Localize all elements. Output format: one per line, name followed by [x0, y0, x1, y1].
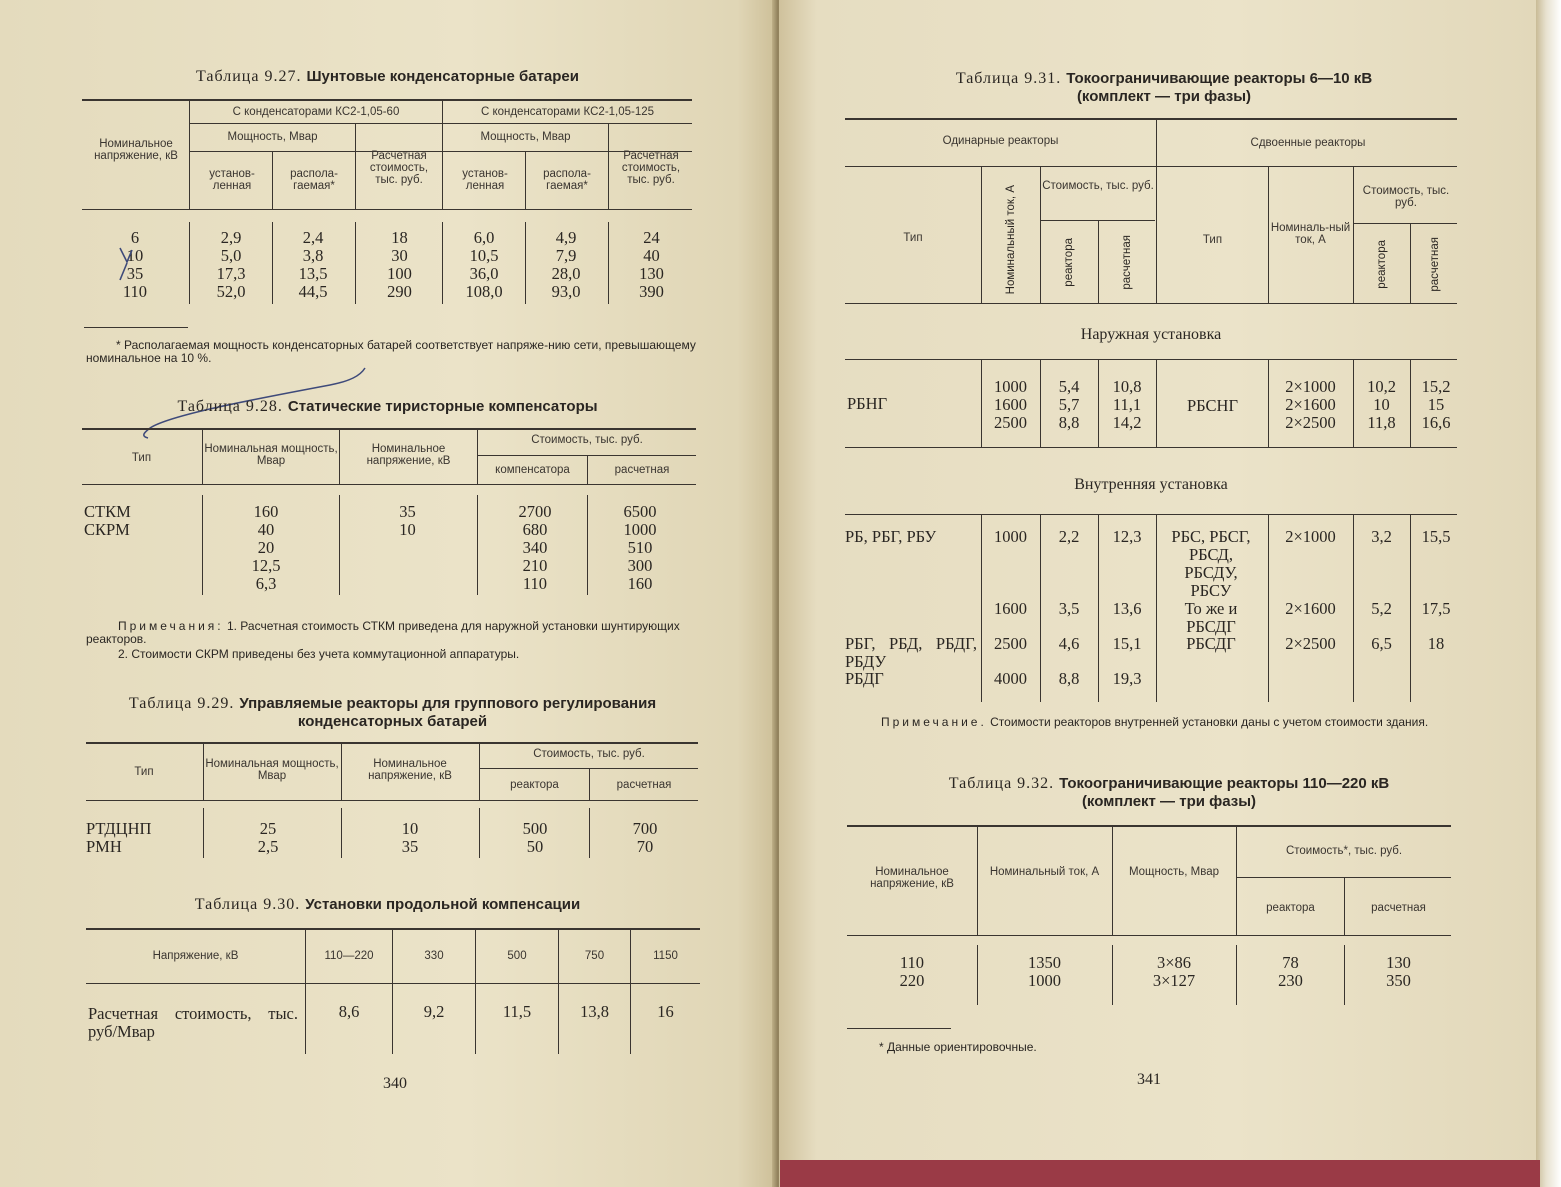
caption-prefix: Таблица 9.32.: [948, 775, 1055, 792]
indoor-r2-reactor-2: 5,2: [1371, 599, 1392, 618]
header-power-1: Мощность, Мвар: [227, 131, 318, 143]
header-type: Тип: [131, 452, 152, 464]
indoor-r4-calc-1: 19,3: [1112, 669, 1142, 688]
indoor-r2-current-1: 1600: [994, 599, 1027, 618]
col-cost-2: 24 40 130 390: [639, 228, 664, 301]
outdoor-current-1: 1000 1600 2500: [994, 377, 1027, 432]
value-1: 8,6: [338, 1002, 360, 1021]
voltage-1: 110—220: [324, 950, 374, 962]
header-current-2: Номиналь-ный ток, А: [1270, 222, 1351, 246]
header-voltage: Напряжение, кВ: [152, 950, 239, 962]
footnote-9-32: * Данные ориентировочные.: [879, 1040, 1037, 1054]
section-indoor: Внутренняя установка: [1074, 476, 1228, 493]
indoor-r3-type-1: РБГ, РБД, РБДГ, РБДУ: [845, 634, 977, 671]
header-power: Номинальная мощность, Мвар: [205, 758, 339, 782]
page-number: 340: [383, 1075, 407, 1092]
note-2: 2. Стоимости СКРМ приведены без учета коммутационной аппаратуры.: [118, 647, 520, 661]
col-voltage: 35 10: [399, 502, 416, 539]
indoor-r1-calc-1: 12,3: [1112, 527, 1142, 546]
indoor-r1-current-1: 1000: [994, 527, 1027, 546]
caption-title: Управляемые реакторы для группового регулирования конденсаторных батарей: [239, 695, 657, 730]
header-voltage: Номинальное напряжение, кВ: [368, 758, 452, 782]
caption-sub: (комплект — три фазы): [1081, 793, 1257, 810]
note-label: Примечание.: [881, 715, 987, 729]
header-type-2: Тип: [1202, 234, 1223, 246]
notes-9-28: [86, 620, 696, 646]
header-power: Мощность, Мвар: [1128, 866, 1220, 878]
col-available-2: 4,9 7,9 28,0 93,0: [551, 228, 581, 301]
header-reactor: реактора: [510, 779, 559, 791]
table-9-30-caption: [80, 896, 695, 914]
left-page: [0, 0, 776, 1187]
col-voltage: 110 220: [899, 953, 925, 990]
indoor-r1-current-2: 2×1000: [1285, 527, 1336, 546]
header-cost-2: Расчетная стоимость, тыс. руб.: [621, 150, 681, 186]
col-type: РТДЦНП РМН: [86, 819, 152, 856]
col-type: СТКМ СКРМ: [84, 502, 131, 539]
header-current-1: Номинальный ток, А: [1005, 185, 1017, 295]
outdoor-reactor-1: 5,4 5,7 8,8: [1058, 377, 1080, 432]
col-power: 160 40 20 12,5 6,3: [251, 502, 281, 593]
header-group-60: С конденсаторами КС2-1,05-60: [232, 106, 400, 118]
header-type: Тип: [134, 766, 154, 778]
header-cost-1: Стоимость, тыс. руб.: [1042, 180, 1154, 192]
header-group-125: С конденсаторами КС2-1,05-125: [480, 106, 655, 118]
header-reactor-2: реактора: [1376, 239, 1388, 289]
indoor-r4-type-1: РБДГ: [845, 669, 884, 688]
header-installed-1: установ-ленная: [209, 168, 255, 192]
col-calculated: 700 70: [632, 819, 658, 856]
value-3: 11,5: [502, 1002, 532, 1021]
caption-prefix: Таблица 9.30.: [194, 896, 301, 913]
header-type-1: Тип: [903, 232, 923, 244]
col-reactor: 500 50: [522, 819, 548, 856]
indoor-r3-reactor-1: 4,6: [1058, 634, 1080, 653]
header-voltage: Номинальное напряжение, кВ: [366, 443, 451, 467]
indoor-r2-calc-1: 13,6: [1112, 599, 1142, 618]
col-power: 25 2,5: [257, 819, 279, 856]
indoor-r2-calc-2: 17,5: [1421, 599, 1451, 618]
outdoor-calc-2: 15,2 15 16,6: [1421, 377, 1451, 432]
header-cost-1: Расчетная стоимость, тыс. руб.: [369, 150, 429, 186]
header-calc-1: расчетная: [1121, 235, 1133, 290]
caption-title: Шунтовые конденсаторные батареи: [306, 68, 579, 85]
indoor-r4-reactor-1: 8,8: [1058, 669, 1080, 688]
col-installed-1: 2,9 5,0 17,3 52,0: [216, 228, 246, 301]
indoor-r1-reactor-1: 2,2: [1058, 527, 1080, 546]
footnote-9-27: * Располагаемая мощность конденсаторных батарей соответствует напряже-нию сети, превышающему номинальное на 10 %.: [86, 338, 696, 365]
caption-prefix: Таблица 9.28.: [177, 398, 283, 415]
voltage-5: 1150: [653, 950, 678, 962]
indoor-r3-calc-1: 15,1: [1112, 634, 1142, 653]
page-number: 341: [1137, 1071, 1161, 1088]
row-label: Расчетная стоимость, тыс. руб/Мвар: [88, 1004, 298, 1041]
col-available-1: 2,4 3,8 13,5 44,5: [298, 228, 328, 301]
table-9-32-caption: [869, 775, 1469, 811]
header-current: Номинальный ток, А: [989, 866, 1100, 878]
header-double: Сдвоенные реакторы: [1250, 137, 1366, 149]
value-5: 16: [657, 1002, 674, 1021]
caption-prefix: Таблица 9.27.: [196, 68, 302, 85]
col-compensator: 2700 680 340 210 110: [518, 502, 552, 593]
value-2: 9,2: [423, 1002, 445, 1021]
col-reactor: 78 230: [1278, 953, 1303, 990]
indoor-r4-current-1: 4000: [994, 669, 1027, 688]
header-reactor-1: реактора: [1063, 238, 1075, 287]
table-9-29-caption: [80, 695, 705, 731]
outdoor-reactor-2: 10,2 10 11,8: [1367, 377, 1396, 432]
col-calculated: 6500 1000 510 300 160: [623, 502, 657, 593]
col-voltage: 6 10 35 110: [122, 228, 148, 301]
header-cost-2: Стоимость, тыс. руб.: [1362, 185, 1450, 209]
voltage-3: 500: [507, 950, 527, 962]
indoor-r1-calc-2: 15,5: [1421, 527, 1451, 546]
outdoor-current-2: 2×1000 2×1600 2×2500: [1285, 377, 1336, 432]
indoor-r2-type-2: То же и РБСДГ: [1184, 599, 1238, 636]
indoor-r3-current-1: 2500: [994, 634, 1027, 653]
note-9-31: [845, 716, 1457, 729]
red-cover-strip: [780, 1160, 1540, 1187]
value-4: 13,8: [580, 1002, 609, 1021]
header-cost: Стоимость, тыс. руб.: [533, 748, 645, 760]
header-single: Одинарные реакторы: [942, 135, 1059, 147]
header-cost: Стоимость, тыс. руб.: [531, 434, 643, 446]
indoor-r3-current-2: 2×2500: [1285, 634, 1336, 653]
header-power-2: Мощность, Мвар: [480, 131, 571, 143]
header-calc-2: расчетная: [1428, 236, 1441, 292]
header-installed-2: установ-ленная: [462, 168, 508, 192]
header-reactor: реактора: [1266, 902, 1315, 914]
outdoor-type-2: РБСНГ: [1187, 396, 1238, 415]
indoor-r1-reactor-2: 3,2: [1371, 527, 1392, 546]
indoor-r2-current-2: 2×1600: [1285, 599, 1336, 618]
table-9-28-caption: [80, 398, 695, 416]
header-calculated: расчетная: [1371, 902, 1426, 914]
col-current: 1350 1000: [1028, 953, 1061, 990]
voltage-2: 330: [424, 950, 444, 962]
indoor-r3-type-2: РБСДГ: [1186, 634, 1236, 653]
header-calculated: расчетная: [616, 779, 672, 791]
pen-marks: [0, 0, 776, 450]
header-nom-voltage: Номинальное напряжение, кВ: [94, 138, 178, 162]
header-voltage: Номинальное напряжение, кВ: [870, 866, 954, 890]
col-cost-1: 18 30 100 290: [387, 228, 412, 301]
caption-title: Статические тиристорные компенсаторы: [287, 398, 598, 415]
table-9-31-caption: [839, 70, 1489, 106]
caption-title: Токоограничивающие реакторы 110—220 кВ: [1059, 775, 1390, 792]
header-available-2: распола-гаемая*: [543, 168, 591, 192]
col-calculated: 130 350: [1386, 953, 1411, 990]
indoor-r3-calc-2: 18: [1427, 634, 1445, 653]
caption-prefix: Таблица 9.29.: [128, 695, 235, 712]
header-available-1: распола-гаемая*: [290, 168, 338, 192]
col-power: 3×86 3×127: [1152, 953, 1196, 990]
indoor-r1-type-2: РБС, РБСГ, РБСД, РБСДУ, РБСУ: [1171, 527, 1251, 600]
header-power: Номинальная мощность, Мвар: [204, 443, 338, 467]
caption-title: Токоограничивающие реакторы 6—10 кВ: [1066, 70, 1373, 87]
header-calculated: расчетная: [614, 464, 670, 476]
caption-sub: (комплект — три фазы): [1076, 88, 1252, 105]
indoor-r2-reactor-1: 3,5: [1058, 599, 1080, 618]
voltage-4: 750: [584, 950, 605, 962]
section-outdoor: Наружная установка: [1080, 326, 1222, 343]
notes-label: Примечания:: [118, 619, 224, 633]
indoor-r1-type-1: РБ, РБГ, РБУ: [845, 527, 937, 546]
outdoor-calc-1: 10,8 11,1 14,2: [1112, 377, 1142, 432]
note-1: 1. Расчетная стоимость СТКМ приведена для наружной установки шунтирующих реакторов.: [86, 619, 680, 646]
right-page: [779, 0, 1539, 1187]
caption-title: Установки продольной компенсации: [305, 896, 581, 913]
header-cost: Стоимость*, тыс. руб.: [1285, 845, 1403, 857]
indoor-r3-reactor-2: 6,5: [1371, 634, 1392, 653]
cover-edge: [1536, 0, 1561, 1187]
caption-prefix: Таблица 9.31.: [955, 70, 1062, 87]
col-installed-2: 6,0 10,5 36,0 108,0: [465, 228, 503, 301]
note-text: Стоимости реакторов внутренней установки даны с учетом стоимости здания.: [990, 715, 1429, 729]
header-compensator: компенсатора: [495, 464, 570, 476]
outdoor-type-1: РБНГ: [847, 394, 888, 413]
col-voltage: 10 35: [401, 819, 419, 856]
